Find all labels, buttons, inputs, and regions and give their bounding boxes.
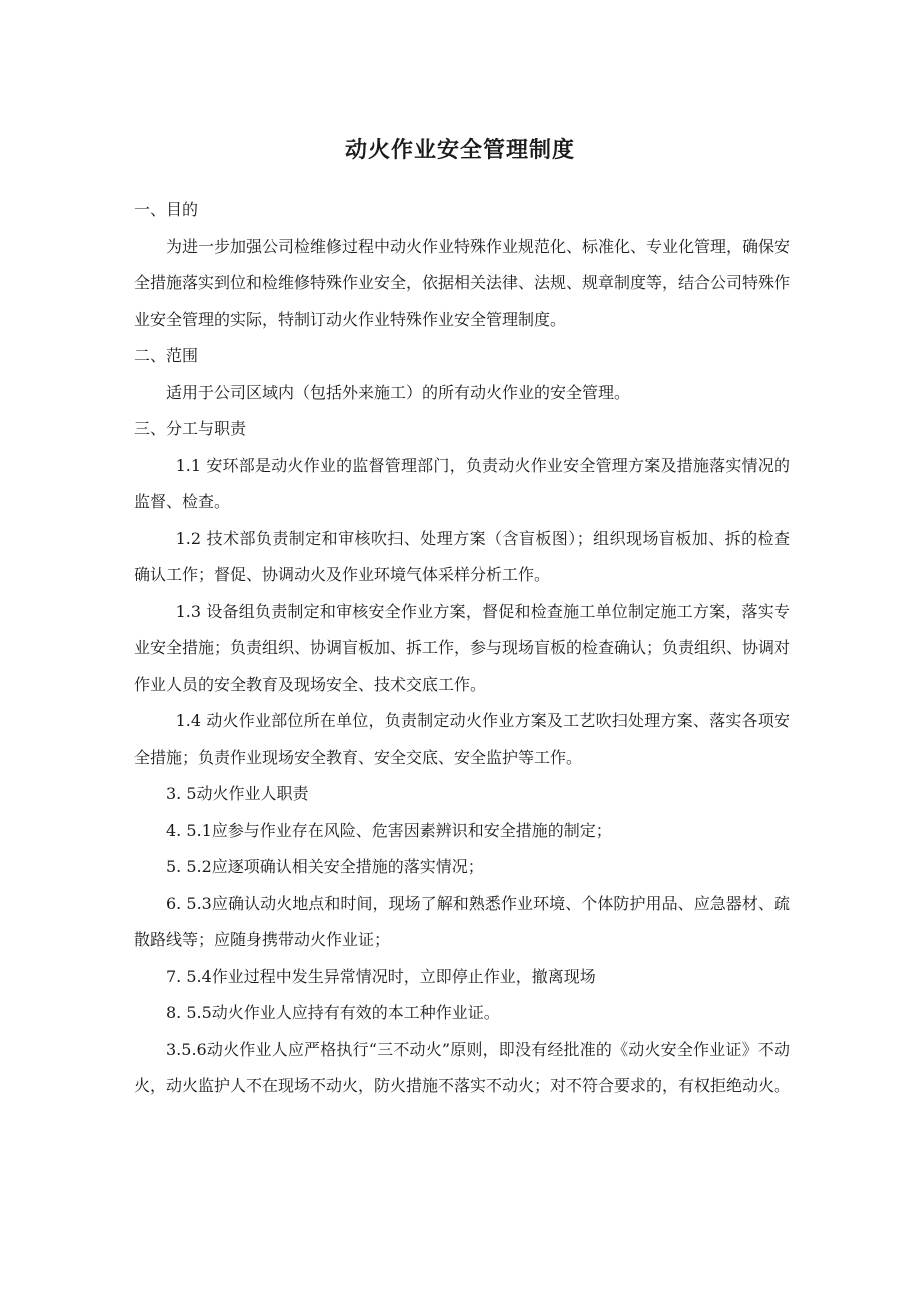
purpose-paragraph: 为进一步加强公司检维修过程中动火作业特殊作业规范化、标准化、专业化管理，确保安全措施落实到位和检维修特殊作业安全，依据相关法律、法规、规章制度等，结合公司特殊作业安全管理的实际，特制订动火作业特殊作业安全管理制度。 bbox=[134, 236, 791, 329]
duty-item-1-2: 1.2 技术部负责制定和审核吹扫、处理方案（含盲板图）；组织现场盲板加、拆的检查确认工作；督促、协调动火及作业环境气体采样分析工作。 bbox=[134, 528, 790, 584]
duty-item-5-2: 5. 5.2应逐项确认相关安全措施的落实情况； bbox=[166, 857, 484, 876]
duty-item-1-3: 1.3 设备组负责制定和审核安全作业方案，督促和检查施工单位制定施工方案，落实专业安全措施；负责组织、协调盲板加、拆工作，参与现场盲板的检查确认；负责组织、协调对作业人员的安全教育及现场安全、技术交底工作。 bbox=[134, 601, 791, 694]
duty-item-5-3: 6. 5.3应确认动火地点和时间，现场了解和熟悉作业环境、个体防护用品、应急器材、疏散路线等；应随身携带动火作业证； bbox=[134, 893, 790, 949]
duty-item-1-1: 1.1 安环部是动火作业的监督管理部门，负责动火作业安全管理方案及措施落实情况的监督、检查。 bbox=[134, 455, 790, 511]
section-heading-scope: 二、范围 bbox=[134, 346, 199, 365]
document-title: 动火作业安全管理制度 bbox=[344, 138, 575, 163]
duty-item-5-1: 4. 5.1应参与作业存在风险、危害因素辨识和安全措施的制定； bbox=[166, 820, 612, 840]
duty-item-3-5: 3. 5动火作业人职责 bbox=[166, 784, 309, 803]
duty-item-3-5-6: 3.5.6动火作业人应严格执行“三不动火”原则，即没有经批准的《动火安全作业证》不动火，动火监护人不在现场不动火，防火措施不落实不动火；对不符合要求的，有权拒绝动火。 bbox=[134, 1039, 791, 1095]
section-heading-duties: 三、分工与职责 bbox=[134, 419, 247, 438]
section-heading-purpose: 一、目的 bbox=[134, 200, 199, 219]
duty-item-5-5: 8. 5.5动火作业人应持有有效的本工种作业证。 bbox=[166, 1003, 500, 1022]
scope-paragraph: 适用于公司区域内（包括外来施工）的所有动火作业的安全管理。 bbox=[166, 382, 631, 402]
document-body bbox=[134, 192, 790, 1105]
duty-item-5-4: 7. 5.4作业过程中发生异常情况时，立即停止作业，撤离现场 bbox=[166, 966, 596, 986]
duty-item-1-4: 1.4 动火作业部位所在单位，负责制定动火作业方案及工艺吹扫处理方案、落实各项安全措施；负责作业现场安全教育、安全交底、安全监护等工作。 bbox=[134, 711, 790, 767]
